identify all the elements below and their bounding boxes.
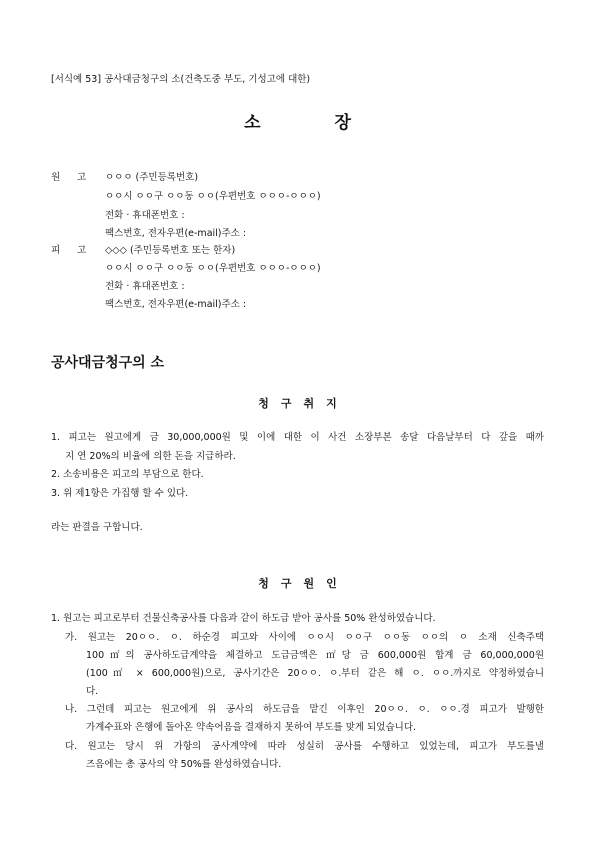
defendant-role: 피 고 [51, 245, 87, 256]
cause-ga-line-1: 가. 원고는 20ㅇㅇ. ㅇ. 하순경 피고와 사이에 ㅇㅇ시 ㅇㅇ구 ㅇㅇ동 ㅇㅇ의 ㅇ 소재 신축주택 [65, 632, 544, 643]
claim-heading: 청 구 취 지 [258, 397, 337, 410]
title-char-1: 소 [244, 113, 261, 133]
claim-item-1-line-1: 1. 피고는 원고에게 금 30,000,000원 및 이에 대한 이 사건 소장부본 송달 다음날부터 다 갚을 때까 [51, 432, 544, 443]
cause-na-line-2: 가계수표와 은행에 돌아온 약속어음을 결재하지 못하여 부도를 맞게 되었습니다. [86, 722, 417, 733]
plaintiff-fax-email: 팩스번호, 전자우편(e-mail)주소 : [105, 228, 247, 239]
cause-heading: 청 구 원 인 [258, 577, 337, 590]
cause-item-1: 1. 원고는 피고로부터 건물신축공사를 다음과 같이 하도급 받아 공사를 50% 완성하였습니다. [51, 613, 436, 624]
cause-ga-line-4: 다. [86, 686, 99, 697]
defendant-address: ㅇㅇ시 ㅇㅇ구 ㅇㅇ동 ㅇㅇ(우편번호 ㅇㅇㅇ-ㅇㅇㅇ) [105, 263, 321, 274]
claim-item-2: 2. 소송비용은 피고의 부담으로 한다. [51, 469, 204, 480]
defendant-fax-email: 팩스번호, 전자우편(e-mail)주소 : [105, 299, 247, 310]
plaintiff-address: ㅇㅇ시 ㅇㅇ구 ㅇㅇ동 ㅇㅇ(우편번호 ㅇㅇㅇ-ㅇㅇㅇ) [105, 191, 321, 202]
defendant-row [51, 244, 235, 257]
cause-da-line-2: 즈음에는 총 공사의 약 50%를 완성하였습니다. [86, 759, 282, 770]
cause-na-line-1: 나. 그런데 피고는 원고에게 위 공사의 하도급을 맡긴 이후인 20ㅇㅇ. ㅇ. ㅇㅇ.경 피고가 발행한 [65, 704, 544, 715]
form-label: [서식예 53] 공사대금청구의 소(건축도중 부도, 기성고에 대한) [51, 74, 311, 85]
plaintiff-name: ㅇㅇㅇ (주민등록번호) [105, 172, 199, 183]
claim-closing: 라는 판결을 구합니다. [51, 522, 143, 533]
title-char-2: 장 [334, 113, 351, 133]
plaintiff-phone: 전화 · 휴대폰번호 : [105, 210, 185, 221]
document-title [0, 108, 595, 133]
plaintiff-role: 원 고 [51, 172, 87, 183]
claim-item-1-line-2: 지 연 20%의 비율에 의한 돈을 지급하라. [65, 451, 236, 462]
claim-item-3: 3. 위 제1항은 가집행 할 수 있다. [51, 488, 189, 499]
plaintiff-row [51, 171, 198, 184]
case-title: 공사대금청구의 소 [51, 355, 165, 371]
cause-ga-line-2: 100㎡의 공사하도급계약을 체결하고 도급금액은 ㎡당 금 600,000원 합계 금 60,000,000원 [86, 650, 544, 661]
cause-da-line-1: 다. 원고는 당시 위 가항의 공사계약에 따라 성실히 공사를 수행하고 있었는데, 피고가 부도를낼 [65, 741, 544, 752]
defendant-name: ◇◇◇ (주민등록번호 또는 한자) [105, 245, 236, 256]
defendant-phone: 전화 · 휴대폰번호 : [105, 281, 185, 292]
cause-ga-line-3: (100㎡ × 600,000원)으로, 공사기간은 20ㅇㅇ. ㅇ.부터 같은 해 ㅇ. ㅇㅇ.까지로 약정하였습니 [86, 668, 544, 679]
